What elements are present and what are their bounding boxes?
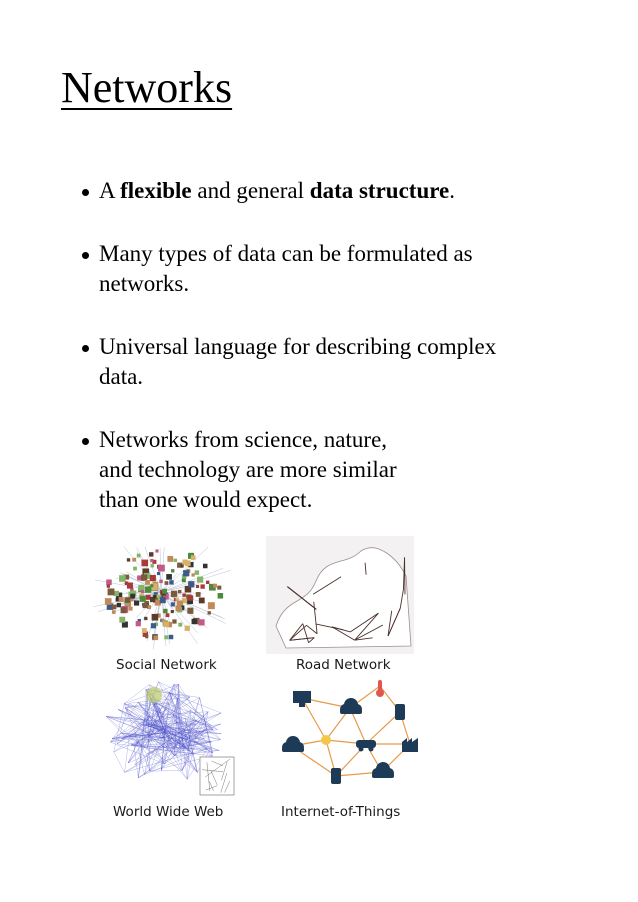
car-icon — [356, 740, 376, 748]
internet-of-things-image — [280, 680, 420, 798]
bullet-dot-icon — [82, 252, 89, 259]
bullet-text: . — [449, 178, 456, 203]
page-title: Networks — [61, 63, 233, 112]
cloud-icon — [340, 698, 362, 714]
phone-icon — [331, 768, 341, 784]
bullet-list — [82, 176, 582, 548]
bullet-text: Networks from science, nature, — [99, 427, 388, 452]
lightbulb-icon — [321, 735, 331, 745]
cloud-icon — [372, 762, 394, 778]
bullet-dot-icon — [82, 345, 89, 352]
bullet-text: Universal language for describing complex — [99, 334, 497, 359]
monitor-icon — [293, 691, 311, 703]
road-network-image — [266, 536, 414, 654]
bullet-text: and technology are more similar — [99, 457, 397, 482]
cloud-icon — [282, 736, 304, 752]
bullet-text: networks. — [99, 271, 190, 296]
social-network-image — [86, 530, 236, 658]
bullet-item — [82, 332, 582, 392]
bullet-item — [82, 425, 582, 515]
bullet-dot-icon — [82, 438, 89, 445]
bullet-item — [82, 176, 582, 206]
bullet-text: than one would expect. — [99, 487, 313, 512]
bullet-text: A — [99, 178, 121, 203]
factory-icon — [402, 738, 418, 752]
road-network-label: Road Network — [296, 657, 391, 673]
bullet-text: data. — [99, 364, 144, 389]
phone-icon — [395, 704, 405, 720]
internet-of-things-label: Internet-of-Things — [281, 804, 401, 820]
bold-text: flexible — [120, 178, 192, 203]
bullet-text: Many types of data can be formulated as — [99, 241, 473, 266]
social-network-label: Social Network — [116, 657, 217, 673]
bullet-text: and general — [191, 178, 310, 203]
bullet-dot-icon — [82, 189, 89, 196]
bullet-item — [82, 239, 582, 299]
bold-text: data structure — [309, 178, 450, 203]
web-hub — [146, 687, 162, 703]
world-wide-web-label: World Wide Web — [113, 804, 224, 820]
web-inset — [200, 757, 234, 795]
world-wide-web-image — [92, 675, 242, 800]
